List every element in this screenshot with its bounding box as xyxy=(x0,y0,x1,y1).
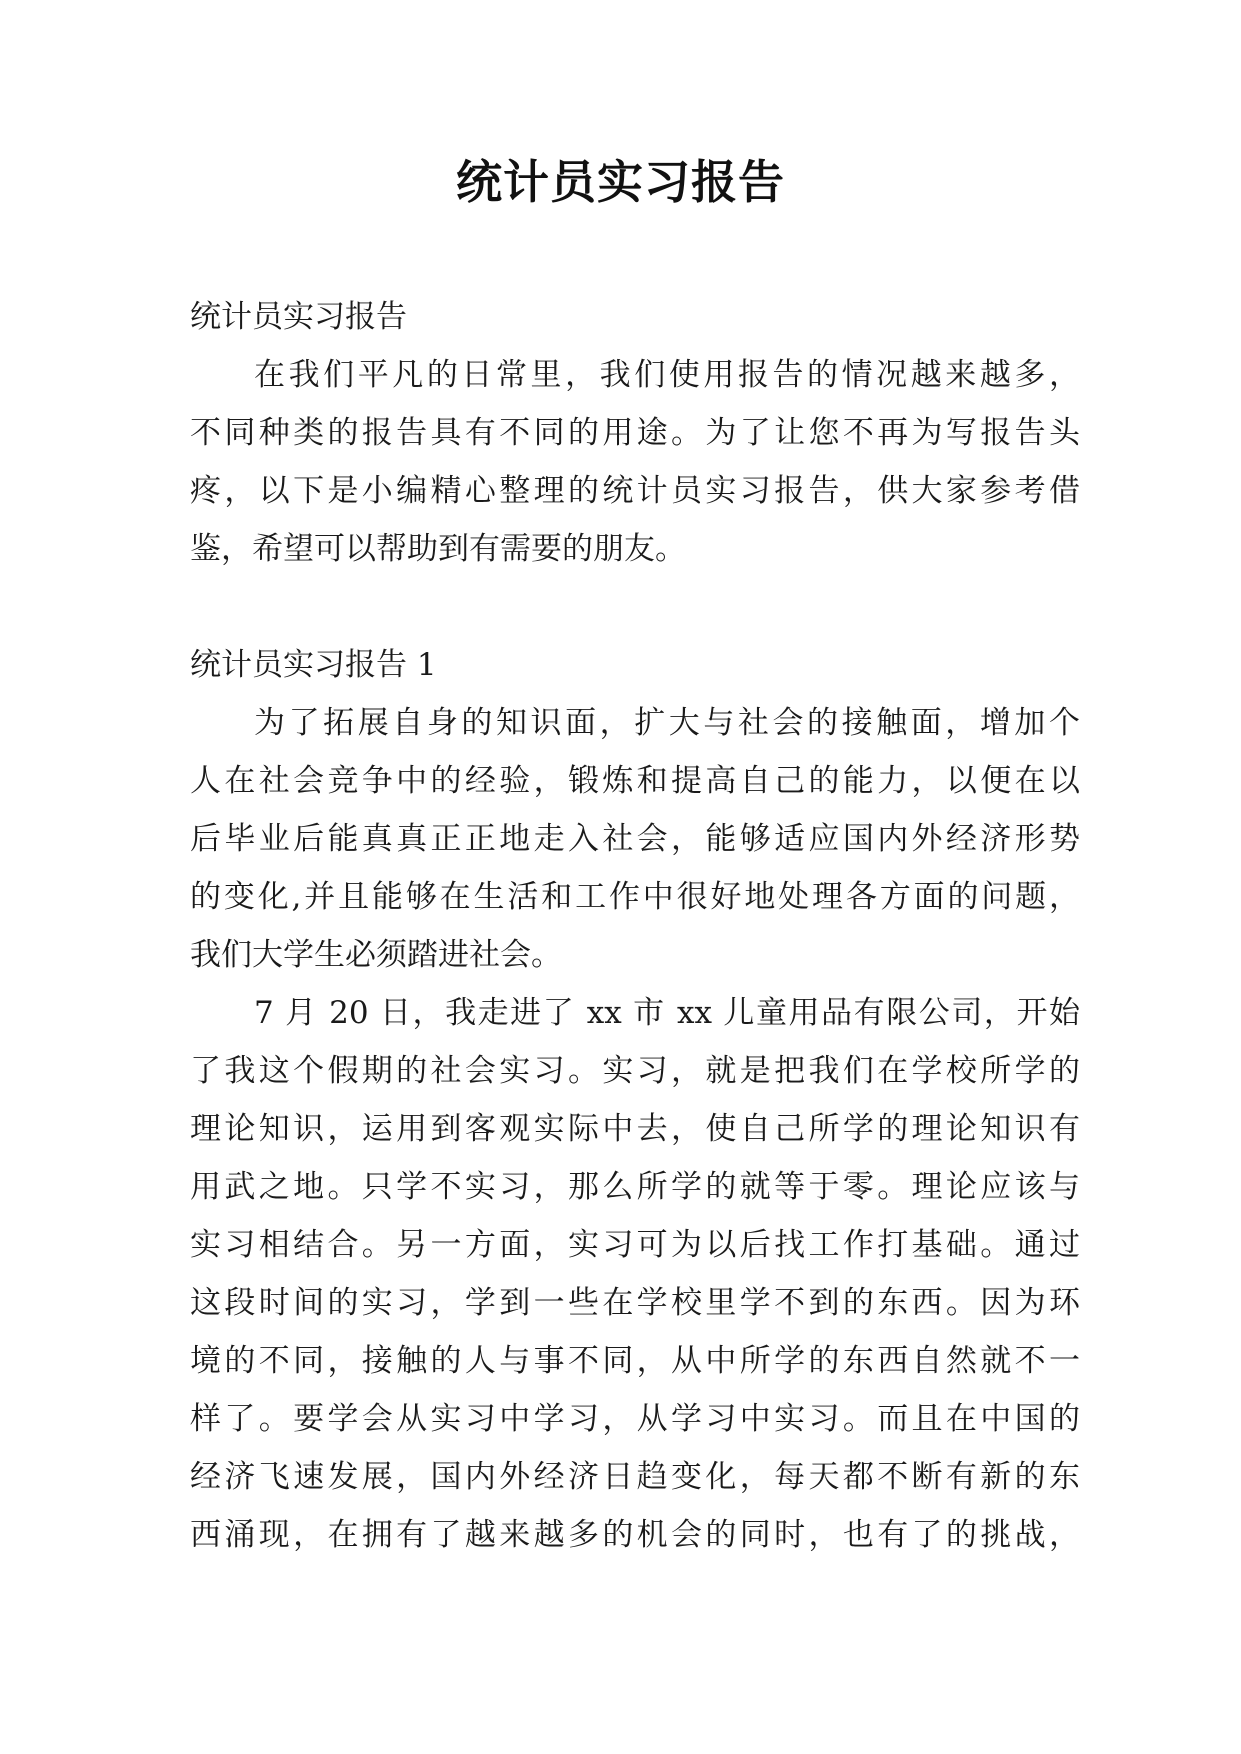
section1-para1-line-3: 后毕业后能真真正正地走入社会，能够适应国内外经济形势 xyxy=(190,821,1080,857)
section1-para2-line-9: 经济飞速发展，国内外经济日趋变化，每天都不断有新的东 xyxy=(190,1459,1080,1495)
section1-heading: 统计员实习报告 1 xyxy=(190,647,437,683)
section1-para2-line-6: 这段时间的实习，学到一些在学校里学不到的东西。因为环 xyxy=(190,1285,1080,1321)
intro-heading: 统计员实习报告 xyxy=(190,299,407,335)
section1-para1-line-5: 我们大学生必须踏进社会。 xyxy=(190,937,562,973)
paragraph-gap xyxy=(190,578,1080,636)
section1-para2-line-1: 7 月 20 日，我走进了 xx 市 xx 儿童用品有限公司，开始 xyxy=(254,995,1080,1031)
intro-line-3: 疼，以下是小编精心整理的统计员实习报告，供大家参考借 xyxy=(190,473,1080,509)
section1-para1-line-2: 人在社会竞争中的经验，锻炼和提高自己的能力，以便在以 xyxy=(190,763,1080,799)
section1-para2-line-8: 样了。要学会从实习中学习，从学习中实习。而且在中国的 xyxy=(190,1401,1080,1437)
intro-line-4: 鉴，希望可以帮助到有需要的朋友。 xyxy=(190,531,686,567)
intro-line-2: 不同种类的报告具有不同的用途。为了让您不再为写报告头 xyxy=(190,415,1080,451)
section1-para2-line-7: 境的不同，接触的人与事不同，从中所学的东西自然就不一 xyxy=(190,1343,1080,1379)
section1-para2-line-2: 了我这个假期的社会实习。实习，就是把我们在学校所学的 xyxy=(190,1053,1080,1089)
section1-para2-line-3: 理论知识，运用到客观实际中去，使自己所学的理论知识有 xyxy=(190,1111,1080,1147)
section1-para1-line-4: 的变化,并且能够在生活和工作中很好地处理各方面的问题， xyxy=(190,879,1080,915)
section1-para2-line-10: 西涌现，在拥有了越来越多的机会的同时，也有了的挑战， xyxy=(190,1517,1080,1553)
section1-para1-line-1: 为了拓展自身的知识面，扩大与社会的接触面，增加个 xyxy=(254,705,1080,741)
section1-para2-line-4: 用武之地。只学不实习，那么所学的就等于零。理论应该与 xyxy=(190,1169,1080,1205)
document-body xyxy=(190,288,1080,1564)
document-title: 统计员实习报告 xyxy=(456,155,785,209)
intro-line-1: 在我们平凡的日常里，我们使用报告的情况越来越多， xyxy=(254,357,1080,393)
section1-para2-line-5: 实习相结合。另一方面，实习可为以后找工作打基础。通过 xyxy=(190,1227,1080,1263)
